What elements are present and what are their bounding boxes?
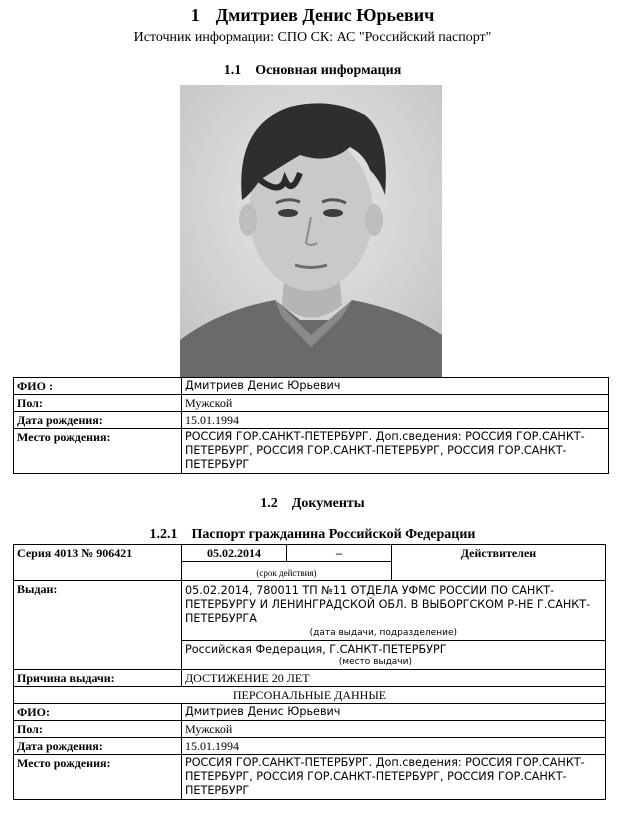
passport-fio-value: Дмитриев Денис Юрьевич <box>182 704 606 721</box>
information-source: Источник информации: СПО СК: АС "Российский паспорт" <box>133 30 492 45</box>
reason-label: Причина выдачи: <box>14 670 182 687</box>
passport-validity-end: – <box>287 545 392 562</box>
reason-value: ДОСТИЖЕНИЕ 20 ЛЕТ <box>182 670 606 687</box>
birth-date-value: 15.01.1994 <box>182 412 609 429</box>
person-photo <box>180 85 442 377</box>
section-number: 1 <box>190 5 200 25</box>
table-row <box>14 581 606 641</box>
table-row <box>14 738 606 755</box>
basic-info-heading <box>0 63 625 79</box>
person-full-name: Дмитриев Денис Юрьевич <box>215 5 435 25</box>
documents-heading <box>0 496 625 512</box>
table-row <box>14 395 609 412</box>
issue-place-caption: (место выдачи) <box>338 657 412 667</box>
basic-info-table <box>13 377 609 474</box>
issue-place-value: Российская Федерация, Г.САНКТ-ПЕТЕРБУРГ <box>185 643 447 656</box>
birth-place-label: Место рождения: <box>14 429 182 474</box>
birth-date-label: Дата рождения: <box>14 412 182 429</box>
table-row <box>14 429 609 474</box>
issued-caption: (дата выдачи, подразделение) <box>309 628 457 638</box>
passport-title: Паспорт гражданина Российской Федерации <box>191 527 476 542</box>
table-row <box>14 412 609 429</box>
passport-birth-date-label: Дата рождения: <box>14 738 182 755</box>
issued-cell <box>182 581 606 641</box>
place-cell <box>182 641 606 670</box>
passport-birth-place-value: РОССИЯ ГОР.САНКТ-ПЕТЕРБУРГ. Доп.сведения: РОССИЯ ГОР.САНКТ-ПЕТЕРБУРГ, РОССИЯ ГОР.САНКТ-ПЕТЕРБУРГ, РОССИЯ ГОР.САНКТ-ПЕТЕРБУРГ <box>182 755 606 800</box>
passport-status: Действителен <box>392 545 606 581</box>
gender-value: Мужской <box>182 395 609 412</box>
fio-label: ФИО : <box>14 378 182 395</box>
documents-number: 1.2 <box>260 496 278 511</box>
passport-gender-value: Мужской <box>182 721 606 738</box>
table-row <box>14 704 606 721</box>
passport-heading <box>0 527 625 543</box>
table-row <box>14 545 606 562</box>
basic-info-title: Основная информация <box>255 63 402 78</box>
documents-title: Документы <box>291 496 365 511</box>
table-row <box>14 721 606 738</box>
passport-table <box>13 544 606 800</box>
person-title <box>0 5 625 26</box>
passport-series-number: Серия 4013 № 906421 <box>14 545 182 581</box>
fio-value: Дмитриев Денис Юрьевич <box>182 378 609 395</box>
issued-value: 05.02.2014, 780011 ТП №11 ОТДЕЛА УФМС РОССИИ ПО САНКТ-ПЕТЕРБУРГУ И ЛЕНИНГРАДСКОЙ ОБЛ. В ВЫБОРГСКОМ Р-НЕ Г.САНКТ-ПЕТЕРБУРГА <box>185 584 591 625</box>
passport-birth-date-value: 15.01.1994 <box>182 738 606 755</box>
portrait-image <box>180 85 442 377</box>
passport-number-heading: 1.2.1 <box>149 527 178 542</box>
personal-data-header: ПЕРСОНАЛЬНЫЕ ДАННЫЕ <box>14 687 606 704</box>
validity-caption: (срок действия) <box>182 562 392 581</box>
passport-gender-label: Пол: <box>14 721 182 738</box>
issued-label: Выдан: <box>14 581 182 670</box>
table-row <box>14 378 609 395</box>
table-row <box>14 687 606 704</box>
basic-info-number: 1.1 <box>223 63 242 78</box>
passport-issue-date: 05.02.2014 <box>182 545 287 562</box>
gender-label: Пол: <box>14 395 182 412</box>
table-row <box>14 670 606 687</box>
passport-birth-place-label: Место рождения: <box>14 755 182 800</box>
birth-place-value: РОССИЯ ГОР.САНКТ-ПЕТЕРБУРГ. Доп.сведения: РОССИЯ ГОР.САНКТ-ПЕТЕРБУРГ, РОССИЯ ГОР.САНКТ-ПЕТЕРБУРГ, РОССИЯ ГОР.САНКТ-ПЕТЕРБУРГ <box>182 429 609 474</box>
table-row <box>14 755 606 800</box>
passport-fio-label: ФИО: <box>14 704 182 721</box>
